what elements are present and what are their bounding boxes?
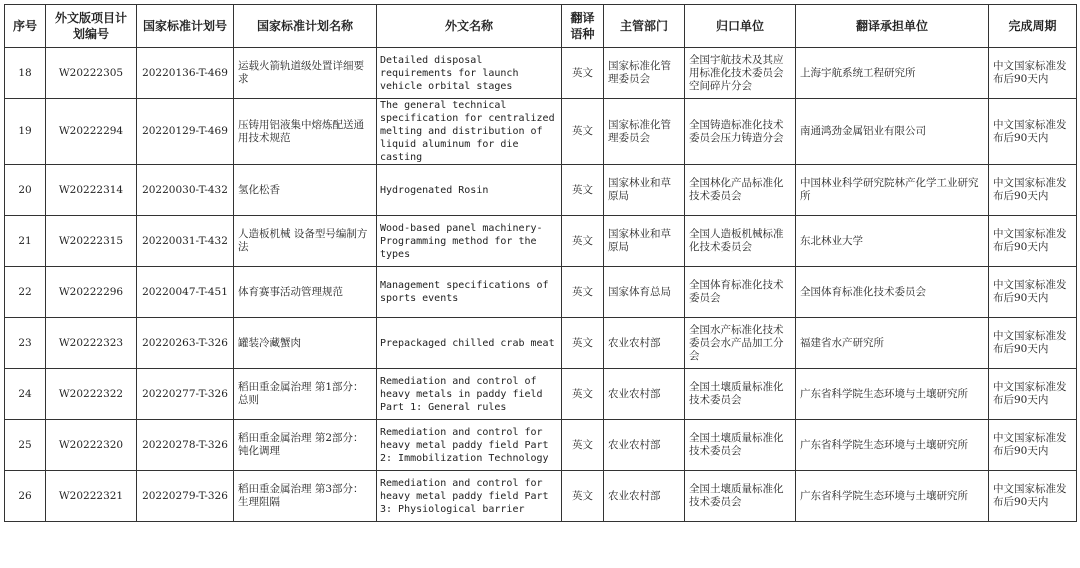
cell-plan-no: 20220047-T-451: [137, 267, 234, 318]
cell-centralized-unit: 全国土壤质量标准化技术委员会: [685, 369, 796, 420]
cell-name: 压铸用铝液集中熔炼配送通用技术规范: [234, 99, 377, 165]
cell-foreign-name: Remediation and control for heavy metal paddy field Part 2: Immobilization Technology: [377, 420, 562, 471]
cell-centralized-unit: 全国土壤质量标准化技术委员会: [685, 420, 796, 471]
standards-plan-table: [4, 4, 1077, 522]
cell-period: 中文国家标准发布后90天内: [989, 165, 1077, 216]
header-foreign-name: 外文名称: [377, 5, 562, 48]
cell-seq: 20: [5, 165, 46, 216]
cell-language: 英文: [562, 267, 604, 318]
cell-department: 国家标准化管理委员会: [604, 48, 685, 99]
header-department: 主管部门: [604, 5, 685, 48]
cell-name: 运载火箭轨道级处置详细要求: [234, 48, 377, 99]
cell-foreign-name: Wood-based panel machinery-Programming method for the types: [377, 216, 562, 267]
cell-department: 国家标准化管理委员会: [604, 99, 685, 165]
cell-centralized-unit: 全国铸造标准化技术委员会压力铸造分会: [685, 99, 796, 165]
cell-name: 稻田重金属治理 第3部分：生理阻隔: [234, 471, 377, 522]
cell-translator: 东北林业大学: [796, 216, 989, 267]
cell-period: 中文国家标准发布后90天内: [989, 267, 1077, 318]
cell-foreign-id: W20222320: [46, 420, 137, 471]
cell-period: 中文国家标准发布后90天内: [989, 216, 1077, 267]
cell-department: 农业农村部: [604, 471, 685, 522]
table-row: [5, 48, 1077, 99]
table-row: [5, 165, 1077, 216]
cell-translator: 广东省科学院生态环境与土壤研究所: [796, 369, 989, 420]
cell-name: 人造板机械 设备型号编制方法: [234, 216, 377, 267]
cell-language: 英文: [562, 216, 604, 267]
cell-foreign-name: Hydrogenated Rosin: [377, 165, 562, 216]
cell-period: 中文国家标准发布后90天内: [989, 369, 1077, 420]
cell-plan-no: 20220279-T-326: [137, 471, 234, 522]
cell-seq: 24: [5, 369, 46, 420]
header-centralized-unit: 归口单位: [685, 5, 796, 48]
cell-translator: 上海宇航系统工程研究所: [796, 48, 989, 99]
cell-period: 中文国家标准发布后90天内: [989, 318, 1077, 369]
table-row: [5, 267, 1077, 318]
cell-foreign-id: W20222294: [46, 99, 137, 165]
cell-name: 稻田重金属治理 第2部分：钝化调理: [234, 420, 377, 471]
cell-foreign-name: The general technical specification for centralized melting and distribution of liquid aluminum for die casting: [377, 99, 562, 165]
table-row: [5, 99, 1077, 165]
cell-centralized-unit: 全国体育标准化技术委员会: [685, 267, 796, 318]
cell-plan-no: 20220278-T-326: [137, 420, 234, 471]
cell-department: 农业农村部: [604, 318, 685, 369]
cell-plan-no: 20220263-T-326: [137, 318, 234, 369]
cell-centralized-unit: 全国林化产品标准化技术委员会: [685, 165, 796, 216]
cell-foreign-name: Remediation and control for heavy metal paddy field Part 3: Physiological barrier: [377, 471, 562, 522]
cell-department: 国家体育总局: [604, 267, 685, 318]
cell-centralized-unit: 全国人造板机械标准化技术委员会: [685, 216, 796, 267]
cell-seq: 18: [5, 48, 46, 99]
cell-seq: 25: [5, 420, 46, 471]
cell-translator: 广东省科学院生态环境与土壤研究所: [796, 471, 989, 522]
cell-language: 英文: [562, 318, 604, 369]
cell-plan-no: 20220030-T-432: [137, 165, 234, 216]
cell-department: 国家林业和草原局: [604, 216, 685, 267]
cell-foreign-name: Management specifications of sports events: [377, 267, 562, 318]
header-row: [5, 5, 1077, 48]
cell-name: 体育赛事活动管理规范: [234, 267, 377, 318]
cell-foreign-id: W20222321: [46, 471, 137, 522]
cell-centralized-unit: 全国宇航技术及其应用标准化技术委员会空间碎片分会: [685, 48, 796, 99]
cell-seq: 23: [5, 318, 46, 369]
cell-foreign-id: W20222315: [46, 216, 137, 267]
cell-translator: 中国林业科学研究院林产化学工业研究所: [796, 165, 989, 216]
table-row: [5, 318, 1077, 369]
cell-foreign-name: Detailed disposal requirements for launch vehicle orbital stages: [377, 48, 562, 99]
cell-foreign-name: Prepackaged chilled crab meat: [377, 318, 562, 369]
cell-plan-no: 20220277-T-326: [137, 369, 234, 420]
cell-foreign-name: Remediation and control of heavy metals in paddy field Part 1: General rules: [377, 369, 562, 420]
cell-period: 中文国家标准发布后90天内: [989, 420, 1077, 471]
cell-centralized-unit: 全国水产标准化技术委员会水产品加工分会: [685, 318, 796, 369]
cell-name: 罐装冷藏蟹肉: [234, 318, 377, 369]
cell-translator: 广东省科学院生态环境与土壤研究所: [796, 420, 989, 471]
header-plan-no: 国家标准计划号: [137, 5, 234, 48]
cell-foreign-id: W20222323: [46, 318, 137, 369]
cell-name: 稻田重金属治理 第1部分：总则: [234, 369, 377, 420]
cell-period: 中文国家标准发布后90天内: [989, 48, 1077, 99]
cell-translator: 福建省水产研究所: [796, 318, 989, 369]
cell-centralized-unit: 全国土壤质量标准化技术委员会: [685, 471, 796, 522]
table-row: [5, 216, 1077, 267]
cell-translator: 全国体育标准化技术委员会: [796, 267, 989, 318]
header-name: 国家标准计划名称: [234, 5, 377, 48]
table-row: [5, 369, 1077, 420]
cell-department: 国家林业和草原局: [604, 165, 685, 216]
cell-period: 中文国家标准发布后90天内: [989, 471, 1077, 522]
cell-foreign-id: W20222322: [46, 369, 137, 420]
cell-foreign-id: W20222305: [46, 48, 137, 99]
cell-foreign-id: W20222314: [46, 165, 137, 216]
cell-name: 氢化松香: [234, 165, 377, 216]
cell-seq: 22: [5, 267, 46, 318]
cell-language: 英文: [562, 99, 604, 165]
cell-seq: 26: [5, 471, 46, 522]
cell-language: 英文: [562, 165, 604, 216]
cell-language: 英文: [562, 420, 604, 471]
header-period: 完成周期: [989, 5, 1077, 48]
cell-plan-no: 20220136-T-469: [137, 48, 234, 99]
header-language: 翻译语种: [562, 5, 604, 48]
cell-seq: 19: [5, 99, 46, 165]
cell-language: 英文: [562, 369, 604, 420]
header-foreign-id: 外文版项目计划编号: [46, 5, 137, 48]
table-row: [5, 420, 1077, 471]
cell-seq: 21: [5, 216, 46, 267]
cell-period: 中文国家标准发布后90天内: [989, 99, 1077, 165]
table-row: [5, 471, 1077, 522]
cell-plan-no: 20220031-T-432: [137, 216, 234, 267]
cell-language: 英文: [562, 471, 604, 522]
cell-plan-no: 20220129-T-469: [137, 99, 234, 165]
cell-department: 农业农村部: [604, 369, 685, 420]
header-translator: 翻译承担单位: [796, 5, 989, 48]
cell-foreign-id: W20222296: [46, 267, 137, 318]
cell-translator: 南通鸿劲金属铝业有限公司: [796, 99, 989, 165]
cell-language: 英文: [562, 48, 604, 99]
cell-department: 农业农村部: [604, 420, 685, 471]
header-seq: 序号: [5, 5, 46, 48]
